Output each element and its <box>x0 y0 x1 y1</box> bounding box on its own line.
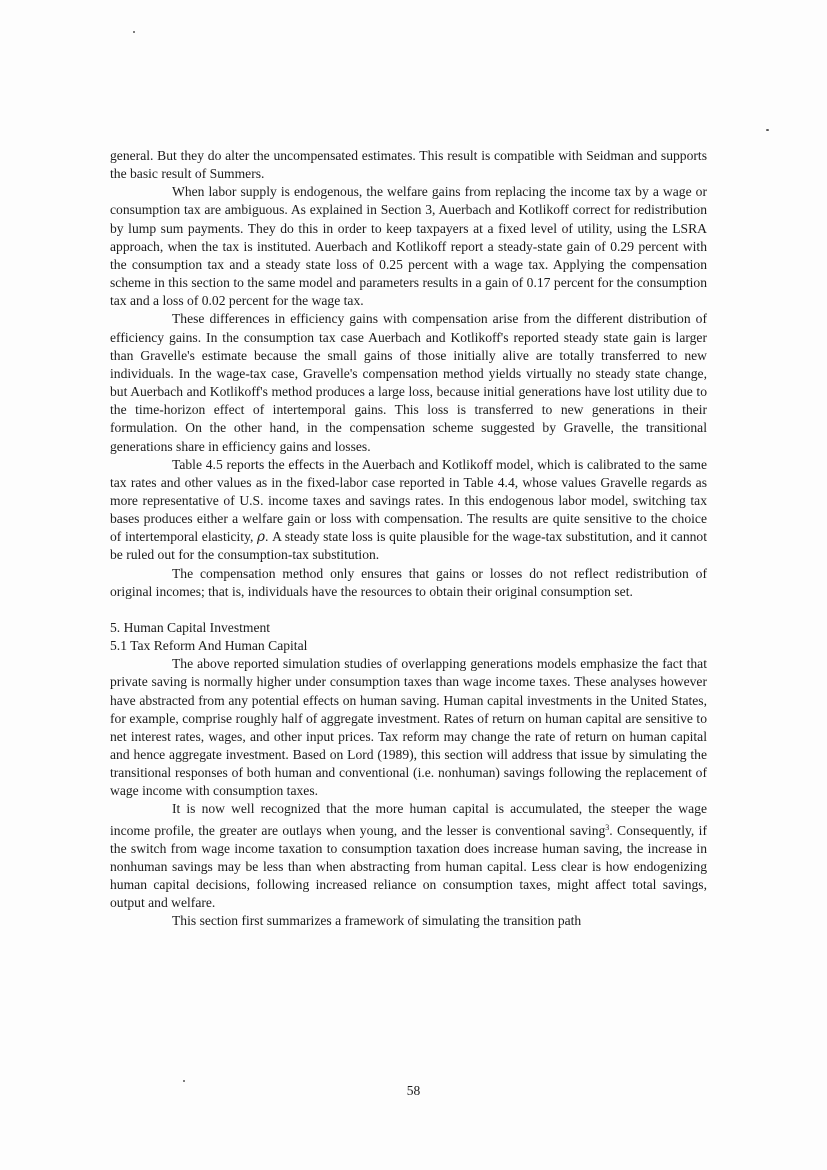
paragraph-table-4-5-text: Table 4.5 reports the effects in the Auerbach and Kotlikoff model, which is calibrated to the same tax rates and other values as in the fixed-labor case reported in Table 4.4, whose values Gravelle regards as more representative of U.S. income taxes and savings rates. In this endogenous labor model, switching tax bases produces either a welfare gain or loss with compensation. The results are quite sensitive to the choice of intertemporal elasticity, <box>110 456 707 545</box>
scan-speck <box>766 129 769 131</box>
section-gap <box>110 601 707 619</box>
section-heading: 5. Human Capital Investment <box>110 619 271 635</box>
subsection-heading: 5.1 Tax Reform And Human Capital <box>110 638 308 654</box>
paragraph-labor-supply: When labor supply is endogenous, the welfare gains from replacing the income tax by a wage or consumption tax are ambiguous. As explained in Section 3, Auerbach and Kotlikoff correct for redistribution by lump sum payments. They do this in order to keep taxpayers at a fixed level of utility, using the LSRA approach, when the tax is instituted. Auerbach and Kotlikoff report a steady-state gain of 0.29 percent with the consumption tax and a steady state loss of 0.25 percent with a wage tax. Applying the compensation scheme in this section to the same model and parameters results in a gain of 0.17 percent for the consumption tax and a loss of 0.02 percent for the wage tax. <box>110 184 707 309</box>
scan-speck <box>133 31 135 33</box>
paragraph-table-4-5-text-end: . A steady state loss is quite plausible for the wage-tax substitution, and it cannot be ruled out for the consumption-tax substitution. <box>110 529 707 563</box>
paragraph-human-capital-text-end: . Consequently, if the switch from wage income taxation to consumption taxation does increase human saving, the increase in nonhuman savings may be less than when abstracting from human capital. Less clear is how endogenizing human capital decisions, following increased reliance on consumption taxes, might affect total savings, output and welfare. <box>110 822 707 911</box>
paragraph-table-4-5 <box>110 456 707 565</box>
paragraph-continuation: general. But they do alter the uncompensated estimates. This result is compatible with Seidman and supports the basic result of Summers. <box>110 148 707 182</box>
paragraph-efficiency-gains: These differences in efficiency gains with compensation arise from the different distribution of efficiency gains. In the consumption tax case Auerbach and Kotlikoff's reported steady state gain is larger than Gravelle's estimate because the small gains of those initially alive are totally transferred to new individuals. In the wage-tax case, Gravelle's compensation method yields virtually no steady state change, but Auerbach and Kotlikoff's method produces a large loss, because initial generations have lost utility due to the time-horizon effect of intertemporal gains. This loss is transferred to new generations in their formulation. On the other hand, in the compensation scheme suggested by Gravelle, the transitional generations share in efficiency gains and losses. <box>110 311 707 454</box>
paragraph-framework: This section first summarizes a framework of simulating the transition path <box>172 913 582 929</box>
scan-speck <box>183 1080 185 1082</box>
paragraph-simulation-studies: The above reported simulation studies of overlapping generations models emphasize the fact that private saving is normally higher under consumption taxes than wage income taxes. These analyses however have abstracted from any potential effects on human saving. Human capital investments in the United States, for example, comprise roughly half of aggregate investment. Rates of return on human capital are sensitive to net interest rates, wages, and other input prices. Tax reform may change the rate of return on human capital and hence aggregate investment. Based on Lord (1989), this section will address that issue by simulating the transitional responses of both human and conventional (i.e. nonhuman) savings following the replacement of wage income with consumption taxes. <box>110 656 707 799</box>
rho-symbol: ρ <box>257 529 266 546</box>
paragraph-human-capital <box>110 800 707 912</box>
paragraph-compensation-method: The compensation method only ensures that gains or losses do not reflect redistribution of original incomes; that is, individuals have the resources to obtain their original consumption set. <box>110 565 707 599</box>
page-number: 58 <box>406 1083 421 1098</box>
footnote-marker: 3 <box>605 822 610 832</box>
paragraph-human-capital-text: It is now well recognized that the more human capital is accumulated, the steeper the wage income profile, the greater are outlays when young, and the lesser is conventional saving <box>110 801 707 838</box>
body-text <box>110 147 707 931</box>
